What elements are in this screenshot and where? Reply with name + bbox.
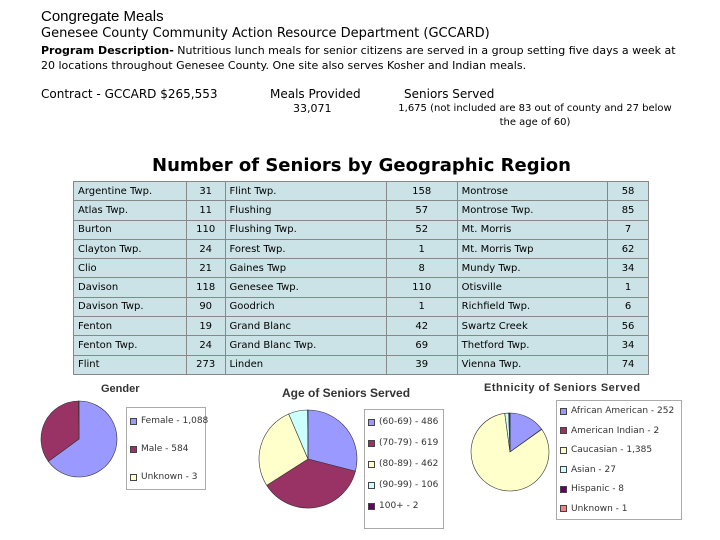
legend-label: Female - 1,088	[141, 416, 209, 426]
legend-swatch	[368, 461, 375, 468]
region-count-cell: 110	[186, 220, 225, 239]
region-name-cell: Davison	[74, 278, 187, 297]
table-row	[74, 182, 649, 201]
legend-label: (70-79) - 619	[379, 438, 439, 448]
legend-item	[130, 444, 188, 454]
region-count-cell: 21	[186, 259, 225, 278]
region-name-cell: Montrose	[457, 182, 607, 201]
legend-label: Male - 584	[141, 444, 189, 454]
region-name-cell: Otisville	[457, 278, 607, 297]
table-row	[74, 259, 649, 278]
region-count-cell: 273	[186, 355, 225, 374]
legend-item	[368, 459, 438, 469]
region-count-cell: 90	[186, 297, 225, 316]
region-name-cell: Linden	[225, 355, 386, 374]
table-row	[74, 317, 649, 336]
region-count-cell: 19	[186, 317, 225, 336]
legend-swatch	[560, 486, 567, 493]
legend-item	[560, 406, 674, 416]
region-count-cell: 57	[386, 201, 457, 220]
table-row	[74, 278, 649, 297]
table-row	[74, 220, 649, 239]
legend-item	[368, 501, 418, 511]
region-name-cell: Goodrich	[225, 297, 386, 316]
legend-swatch	[560, 408, 567, 415]
region-name-cell: Davison Twp.	[74, 297, 187, 316]
region-count-cell: 1	[386, 239, 457, 258]
region-count-cell: 56	[608, 317, 649, 336]
legend-swatch	[560, 447, 567, 454]
legend-item	[368, 480, 438, 490]
region-name-cell: Clio	[74, 259, 187, 278]
seniors-served-label: Seniors Served	[404, 87, 495, 101]
region-count-cell: 110	[386, 278, 457, 297]
legend-label: Caucasian - 1,385	[571, 445, 653, 455]
region-name-cell: Flint Twp.	[225, 182, 386, 201]
gender-chart-title: Gender	[101, 383, 140, 395]
legend-item	[560, 504, 627, 514]
region-name-cell: Burton	[74, 220, 187, 239]
table-row	[74, 336, 649, 355]
region-name-cell: Mt. Morris Twp	[457, 239, 607, 258]
region-name-cell: Flushing Twp.	[225, 220, 386, 239]
region-count-cell: 118	[186, 278, 225, 297]
region-count-cell: 24	[186, 239, 225, 258]
legend-label: Hispanic - 8	[571, 484, 625, 494]
region-count-cell: 158	[386, 182, 457, 201]
legend-label: 100+ - 2	[379, 501, 419, 511]
meals-provided-label: Meals Provided	[270, 87, 361, 101]
ethnicity-legend	[556, 400, 682, 520]
region-count-cell: 69	[386, 336, 457, 355]
region-name-cell: Fenton	[74, 317, 187, 336]
region-count-cell: 31	[186, 182, 225, 201]
region-name-cell: Argentine Twp.	[74, 182, 187, 201]
region-name-cell: Montrose Twp.	[457, 201, 607, 220]
region-count-cell: 58	[608, 182, 649, 201]
legend-item	[560, 465, 616, 475]
region-count-cell: 34	[608, 259, 649, 278]
region-name-cell: Flushing	[225, 201, 386, 220]
legend-swatch	[130, 418, 137, 425]
region-count-cell: 62	[608, 239, 649, 258]
table-title: Number of Seniors by Geographic Region	[152, 155, 571, 176]
region-count-cell: 1	[608, 278, 649, 297]
legend-label: Unknown - 3	[141, 472, 198, 482]
region-name-cell: Grand Blanc Twp.	[225, 336, 386, 355]
legend-swatch	[368, 419, 375, 426]
region-name-cell: Vienna Twp.	[457, 355, 607, 374]
legend-label: (90-99) - 106	[379, 480, 439, 490]
region-name-cell: Mundy Twp.	[457, 259, 607, 278]
legend-label: African American - 252	[571, 406, 675, 416]
program-description	[41, 43, 691, 73]
legend-label: Asian - 27	[571, 464, 616, 475]
ethnicity-chart-title: Ethnicity of Seniors Served	[484, 382, 641, 394]
legend-swatch	[560, 466, 567, 473]
org-name: Genesee County Community Action Resource Department (GCCARD)	[41, 26, 490, 41]
age-pie-chart	[258, 409, 358, 509]
table-row	[74, 297, 649, 316]
legend-item	[368, 417, 438, 427]
region-count-cell: 6	[608, 297, 649, 316]
legend-item	[560, 484, 624, 494]
region-count-cell: 7	[608, 220, 649, 239]
age-legend	[364, 409, 444, 529]
ethnicity-pie-chart	[470, 412, 550, 492]
region-count-cell: 74	[608, 355, 649, 374]
region-name-cell: Clayton Twp.	[74, 239, 187, 258]
legend-label: American Indian - 2	[571, 425, 660, 436]
legend-swatch	[368, 440, 375, 447]
legend-swatch	[368, 503, 375, 510]
gender-pie-chart	[40, 400, 118, 478]
region-name-cell: Grand Blanc	[225, 317, 386, 336]
region-name-cell: Forest Twp.	[225, 239, 386, 258]
seniors-served-value: 1,675 (not included are 83 out of county and 27 below the age of 60)	[398, 103, 672, 128]
legend-item	[130, 416, 208, 426]
region-count-cell: 52	[386, 220, 457, 239]
region-count-cell: 39	[386, 355, 457, 374]
legend-item	[368, 438, 438, 448]
region-name-cell: Richfield Twp.	[457, 297, 607, 316]
region-count-cell: 8	[386, 259, 457, 278]
table-row	[74, 355, 649, 374]
region-count-cell: 24	[186, 336, 225, 355]
table-row	[74, 239, 649, 258]
legend-item	[560, 445, 652, 455]
legend-label: (80-89) - 462	[379, 459, 439, 469]
region-name-cell: Gaines Twp	[225, 259, 386, 278]
region-name-cell: Atlas Twp.	[74, 201, 187, 220]
legend-item	[130, 472, 197, 482]
region-count-cell: 85	[608, 201, 649, 220]
region-name-cell: Thetford Twp.	[457, 336, 607, 355]
page-title: Congregate Meals	[41, 8, 164, 25]
region-name-cell: Flint	[74, 355, 187, 374]
region-name-cell: Fenton Twp.	[74, 336, 187, 355]
meals-provided-value: 33,071	[293, 102, 332, 115]
legend-swatch	[130, 446, 137, 453]
region-name-cell: Genesee Twp.	[225, 278, 386, 297]
region-count-cell: 1	[386, 297, 457, 316]
description-text: Nutritious lunch meals for senior citizens are served in a group setting five days a week at 20 locations throughout Genesee County. One site also serves Kosher and Indian meals.	[41, 44, 676, 72]
region-name-cell: Mt. Morris	[457, 220, 607, 239]
region-table	[73, 181, 649, 375]
region-count-cell: 11	[186, 201, 225, 220]
description-label: Program Description-	[41, 44, 174, 57]
contract-amount: Contract - GCCARD $265,553	[41, 87, 218, 101]
legend-label: (60-69) - 486	[379, 417, 439, 427]
legend-swatch	[368, 482, 375, 489]
legend-label: Unknown - 1	[571, 503, 628, 514]
age-chart-title: Age of Seniors Served	[282, 386, 411, 400]
region-count-cell: 42	[386, 317, 457, 336]
region-count-cell: 34	[608, 336, 649, 355]
legend-item	[560, 426, 659, 436]
table-row	[74, 201, 649, 220]
legend-swatch	[560, 427, 567, 434]
region-name-cell: Swartz Creek	[457, 317, 607, 336]
legend-swatch	[560, 505, 567, 512]
legend-swatch	[130, 474, 137, 481]
